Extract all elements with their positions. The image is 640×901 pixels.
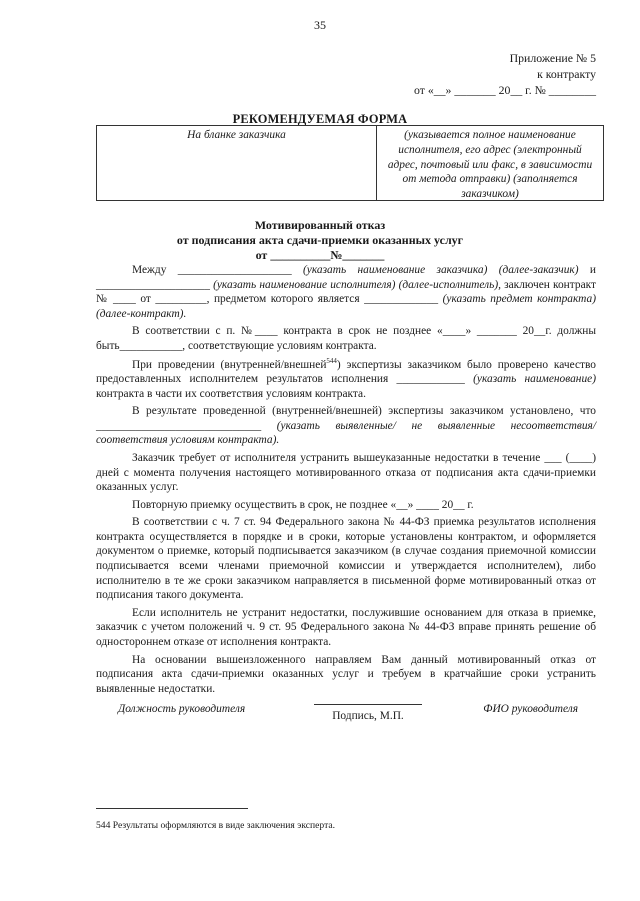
annex-contract: к контракту (537, 67, 596, 81)
form-title: РЕКОМЕНДУЕМАЯ ФОРМА (232, 112, 408, 126)
signature-block (96, 702, 596, 742)
paragraph-law-94: В соответствии с ч. 7 ст. 94 Федерального закона № 44-ФЗ приемка результатов исполнения контракта осуществляется в порядке и в сроки, которые установлены контрактом, и оформляется документом о приемке, который подписывается заказчиком (в случае создания приемочной комиссии подписывается всеми членами приемочной комиссии и утверждается исполнителем), либо исполнителю в те же сроки заказчиком направляется в письменной форме мотивированный отказ от подписания такого документа. (96, 516, 596, 602)
signature-field (314, 702, 422, 724)
footnote: 544 Результаты оформляются в виде заключения эксперта. (96, 820, 336, 831)
paragraph-deadline: В соответствии с п. №____ контракта в срок не позднее «____» _______ 20__г. должны быть___________, соответствующие условиям контракта. (96, 325, 596, 352)
footnote-divider (96, 808, 248, 809)
form-header-table (96, 125, 604, 201)
doc-number-date: от __________№_______ (255, 248, 385, 262)
signature-position: Должность руководителя (118, 703, 246, 715)
paragraph-requirement: Заказчик требует от исполнителя устранить вышеуказанные недостатки в течение ___ (____) дней с момента получения настоящего мотивированного отказа от подписания акта сдачи-приемки оказанных услуг. (96, 451, 596, 494)
paragraph-parties: Между ____________________ (указать наименование заказчика) (далее-заказчик) и ____________________ (указать наименование исполнителя) (далее-исполнитель), заключен контракт № ____ от _________, предметом которого является _____________ (указать предмет контракта) (далее-контракт). (96, 264, 596, 320)
signature-caption: Подпись, М.П. (332, 710, 404, 722)
customer-letterhead-cell: На бланке заказчика (97, 126, 377, 200)
annex-number: Приложение № 5 (509, 51, 596, 65)
page-number: 35 (314, 18, 326, 32)
signature-line (314, 704, 422, 705)
paragraph-law-95: Если исполнитель не устранит недостатки, послужившие основанием для отказа в приемке, заказчик с учетом положений ч. 9 ст. 95 Федерального закона № 44-ФЗ вправе принять решение об одностороннем отказе от исполнения контракта. (96, 606, 596, 649)
paragraph-expertise: При проведении (внутренней/внешней$^{544}$) экспертизы заказчиком было проверено качество предоставленных исполнителем результатов исполнения ____________ (указать наименование) контракта в части их соответствия условиям контракта. (96, 356, 596, 400)
contractor-info-cell: (указывается полное наименование исполнителя, его адрес (электронный адрес, почтовый или факс, в зависимости от метода отправки) (заполняется заказчиком) (387, 129, 593, 201)
doc-subtitle: от подписания акта сдачи-приемки оказанных услуг (176, 233, 464, 247)
signature-name: ФИО руководителя (483, 703, 578, 715)
document-body (96, 263, 596, 699)
paragraph-reacceptance: Повторную приемку осуществить в срок, не позднее «__» ____ 20__ г. (132, 498, 474, 511)
paragraph-conclusion: На основании вышеизложенного направляем Вам данный мотивированный отказ от подписания акта сдачи-приемки оказанных услуг и требуем в кратчайшие сроки устранить выявленные недостатки. (96, 653, 596, 695)
doc-title: Мотивированный отказ (254, 218, 386, 232)
paragraph-findings: В результате проведенной (внутренней/внешней) экспертизы заказчиком установлено, что _____________________________ (указать выявленные/ не выявленные несоответствия/соответствия условиям контракта). (96, 405, 597, 447)
footnote-ref: 544 (326, 356, 337, 365)
annex-date: от «__» _______ 20__ г. № ________ (414, 83, 596, 97)
